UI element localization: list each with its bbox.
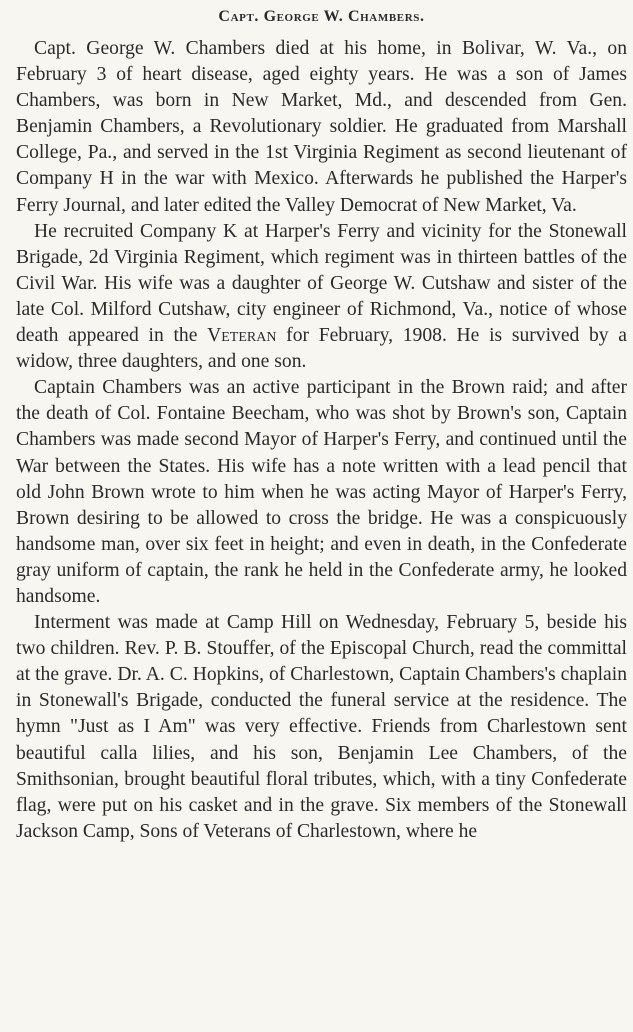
paragraph-4-text: Interment was made at Camp Hill on Wednesday, February 5, beside his two children. Rev. P. B. Stouffer, of the Episcopal Church, read the committal at the grave. Dr. A. C. Hopkins, of Charlestown, Captain Chambers's chaplain in Stonewall's Brigade, conducted the funeral service at the residence. The hymn "Just as I Am" was very effective. Friends from Charlestown sent beautiful calla lilies, and his son, Benjamin Lee Chambers, of the Smithsonian, brought beautiful floral tributes, which, with a tiny Confederate flag, were put on his casket and in the grave. Six members of the Stonewall Jackson Camp, Sons of Veterans of Charlestown, where he [16, 612, 627, 842]
veteran-publication-name: Veteran [207, 325, 277, 347]
paragraph-3 [16, 375, 627, 610]
paragraph-1 [16, 36, 627, 219]
paragraph-2-text-start: He recruited Company K at Harper's Ferry and vicinity for the Stonewall Brigade, 2d Virginia Regiment, which regiment was in thirteen battles of the Civil War. His wife was a daughter of George W. Cutshaw and sister of the late Col. Milford Cutshaw, city engineer of Richmond, Va., notice of whose death appeared in the [16, 220, 627, 347]
paragraph-1-text: Capt. George W. Chambers died at his home, in Bolivar, W. Va., on February 3 of heart disease, aged eighty years. He was a son of James Chambers, was born in New Market, Md., and descended from Gen. Benjamin Chambers, a Revolutionary soldier. He graduated from Marshall College, Pa., and served in the 1st Virginia Regiment as second lieutenant of Company H in the war with Mexico. Afterwards he published the Harper's Ferry Journal, and later edited the Valley Democrat of New Market, Va. [16, 38, 627, 216]
paragraph-2-text-end: for February, 1908. He is survived by a widow, three daughters, and one son. [16, 325, 627, 373]
paragraph-4 [16, 610, 627, 845]
paragraph-2 [16, 219, 627, 376]
article-title: Capt. George W. Chambers. [218, 8, 425, 25]
paragraph-3-text: Captain Chambers was an active participant in the Brown raid; and after the death of Col. Fontaine Beecham, who was shot by Brown's son, Captain Chambers was made second Mayor of Harper's Ferry, and continued until the War between the States. His wife has a note written with a lead pencil that old John Brown wrote to him when he was acting Mayor of Harper's Ferry, Brown desiring to be allowed to cross the bridge. He was a conspicuously handsome man, over six feet in height; and even in death, in the Confederate gray uniform of captain, the rank he held in the Confederate army, he looked handsome. [16, 377, 627, 607]
